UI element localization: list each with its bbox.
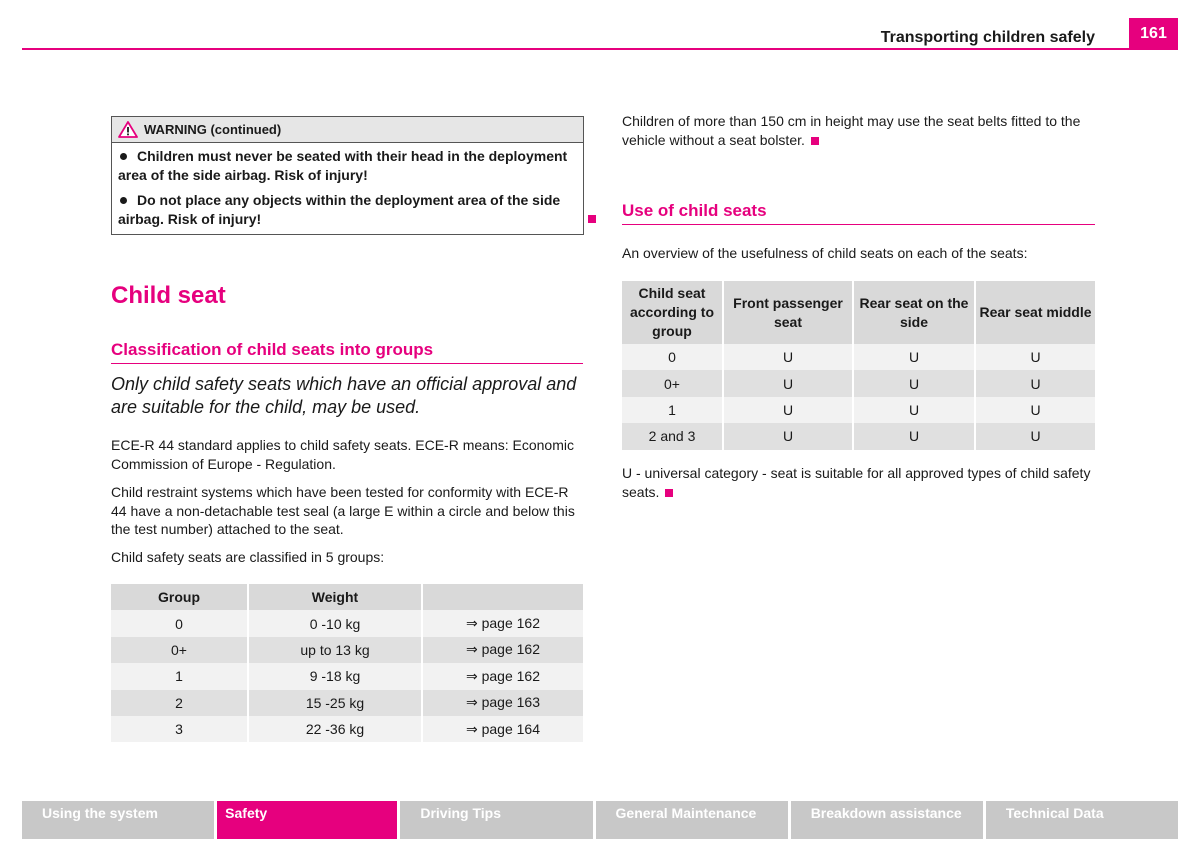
- cell-rear-side: U: [853, 370, 975, 396]
- paragraph-overview: An overview of the usefulness of child seats on each of the seats:: [622, 245, 1028, 261]
- nav-tab-technical-data[interactable]: Technical Data: [986, 801, 1178, 839]
- cell-page-link[interactable]: ⇒ page 162: [422, 663, 583, 689]
- cell-front: U: [723, 344, 853, 370]
- cell-weight: 22 -36 kg: [248, 716, 422, 742]
- footer-nav: [22, 801, 1178, 839]
- table-row: [622, 344, 1095, 370]
- cell-page-link[interactable]: ⇒ page 164: [422, 716, 583, 742]
- group-table: [111, 584, 583, 742]
- bullet-icon: [120, 197, 127, 204]
- cell-group: 1: [622, 397, 723, 423]
- table-row: [622, 397, 1095, 423]
- header-rule: [22, 48, 1178, 50]
- cell-weight: 9 -18 kg: [248, 663, 422, 689]
- column-header: Child seat according to group: [622, 281, 723, 344]
- warning-header: [112, 117, 583, 143]
- cell-group: 0+: [622, 370, 723, 396]
- table-row: [111, 716, 583, 742]
- warning-item: [112, 187, 583, 234]
- warning-title: WARNING (continued): [144, 122, 282, 137]
- page-number: 161: [1129, 18, 1178, 50]
- end-marker-icon: [588, 215, 596, 223]
- cell-group: 2 and 3: [622, 423, 723, 449]
- paragraph-universal: [622, 464, 1097, 502]
- table-row: [111, 637, 583, 663]
- nav-tab-general-maintenance[interactable]: General Maintenance: [596, 801, 788, 839]
- column-header: Weight: [248, 584, 422, 610]
- column-header: Group: [111, 584, 248, 610]
- section-title: Transporting children safely: [880, 29, 1095, 46]
- warning-item-text: Children must never be seated with their head in the deployment area of the side airbag. Risk of injury!: [118, 148, 568, 183]
- table-row: [111, 690, 583, 716]
- cell-group: 2: [111, 690, 248, 716]
- table-row: [111, 663, 583, 689]
- table-header-row: [622, 281, 1095, 344]
- paragraph-restraint: Child restraint systems which have been tested for conformity with ECE-R 44 have a non-detachable test seal (a large E within a circle and below this the test number) attached to the seat.: [111, 484, 575, 537]
- column-header: Rear seat middle: [975, 281, 1095, 344]
- nav-tab-using-the-system[interactable]: Using the system: [22, 801, 214, 839]
- heading-classification: Classification of child seats into groups: [111, 340, 583, 364]
- cell-weight: 0 -10 kg: [248, 610, 422, 636]
- cell-weight: 15 -25 kg: [248, 690, 422, 716]
- end-marker-icon: [811, 137, 819, 145]
- cell-group: 0: [111, 610, 248, 636]
- nav-tab-breakdown-assistance[interactable]: Breakdown assistance: [791, 801, 983, 839]
- paragraph-ece: ECE-R 44 standard applies to child safety seats. ECE-R means: Economic Commission of Europe - Regulation.: [111, 437, 574, 472]
- warning-item: [112, 143, 583, 187]
- cell-front: U: [723, 370, 853, 396]
- bullet-icon: [120, 153, 127, 160]
- table-row: [622, 370, 1095, 396]
- cell-page-link[interactable]: ⇒ page 162: [422, 637, 583, 663]
- table-row: [622, 423, 1095, 449]
- cell-rear-side: U: [853, 397, 975, 423]
- paragraph-150cm: [622, 112, 1097, 150]
- warning-box: [111, 116, 584, 235]
- warning-item-text: Do not place any objects within the deployment area of the side airbag. Risk of injury!: [118, 192, 561, 227]
- cell-front: U: [723, 397, 853, 423]
- cell-rear-middle: U: [975, 344, 1095, 370]
- intro-text: Only child safety seats which have an official approval and are suitable for the child, may be used.: [111, 374, 577, 417]
- cell-page-link[interactable]: ⇒ page 163: [422, 690, 583, 716]
- heading-use-of-child-seats: Use of child seats: [622, 201, 1095, 225]
- paragraph-universal-text: U - universal category - seat is suitable for all approved types of child safety seats.: [622, 465, 1091, 500]
- cell-group: 1: [111, 663, 248, 689]
- cell-group: 3: [111, 716, 248, 742]
- cell-rear-side: U: [853, 344, 975, 370]
- column-header: Front passenger seat: [723, 281, 853, 344]
- cell-front: U: [723, 423, 853, 449]
- warning-triangle-icon: [118, 121, 138, 138]
- paragraph-groups: Child safety seats are classified in 5 groups:: [111, 549, 385, 565]
- cell-weight: up to 13 kg: [248, 637, 422, 663]
- table-row: [111, 610, 583, 636]
- cell-rear-middle: U: [975, 423, 1095, 449]
- cell-group: 0+: [111, 637, 248, 663]
- cell-rear-middle: U: [975, 370, 1095, 396]
- cell-page-link[interactable]: ⇒ page 162: [422, 610, 583, 636]
- seat-table: [622, 281, 1095, 450]
- paragraph-150cm-text: Children of more than 150 cm in height may use the seat belts fitted to the vehicle without a seat bolster.: [622, 113, 1081, 148]
- cell-group: 0: [622, 344, 723, 370]
- column-header: [422, 584, 583, 610]
- column-header: Rear seat on the side: [853, 281, 975, 344]
- table-header-row: [111, 584, 583, 610]
- end-marker-icon: [665, 489, 673, 497]
- nav-tab-safety[interactable]: Safety: [217, 801, 397, 839]
- nav-tab-driving-tips[interactable]: Driving Tips: [400, 801, 592, 839]
- cell-rear-middle: U: [975, 397, 1095, 423]
- cell-rear-side: U: [853, 423, 975, 449]
- heading-child-seat: Child seat: [111, 282, 226, 309]
